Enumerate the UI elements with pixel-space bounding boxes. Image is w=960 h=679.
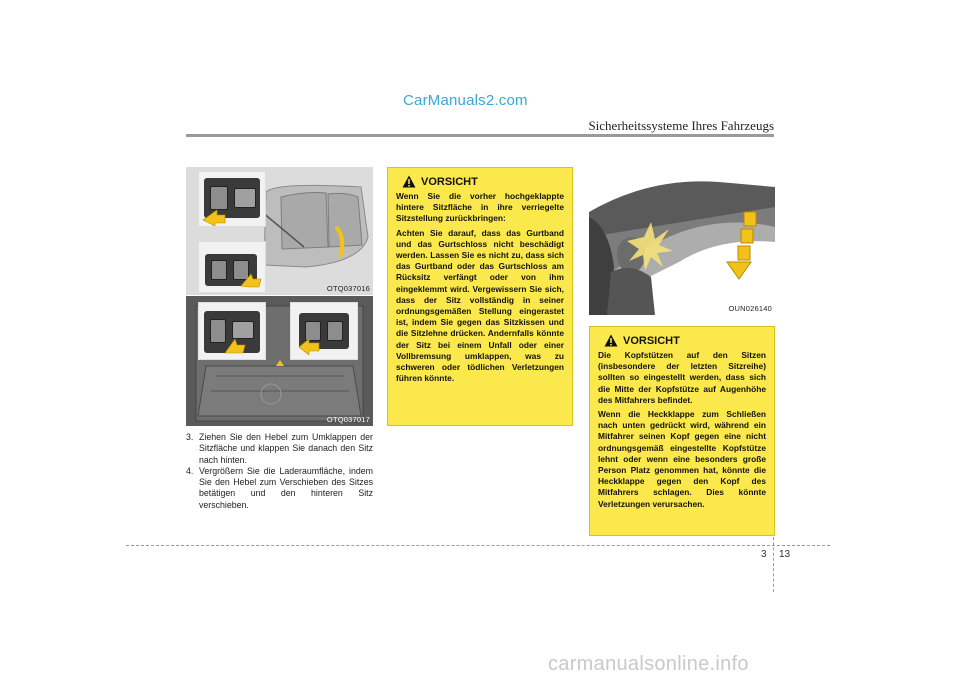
header-rule [186,134,774,137]
yellow-arrow-icon-2 [239,270,263,290]
step-4 [186,466,373,511]
step-text: Ziehen Sie den Hebel zum Umklappen der Sitzfläche und klappen Sie danach den Sitz nach hinten. [199,432,373,465]
caution-title: VORSICHT [623,334,680,347]
yellow-arrow-icon [201,206,227,226]
step-number: 4. [186,465,194,476]
caution-paragraph-1: Die Kopfstützen auf den Sitzen (insbesondere der letzten Sitzreihe) sollten so eingestellt werden, dass sich die Mitte der Kopfstütze auf Augenhöhe des Mitfahrers befindet. [598,350,766,405]
step-3 [186,432,373,466]
yellow-arrow-icon-4 [297,337,321,355]
caution-box-head-restraint [589,326,775,536]
watermark-top[interactable]: CarManuals2.com [403,92,528,109]
figure-seat-fold-lever [186,167,373,295]
footer-rule [126,545,830,546]
caution-title: VORSICHT [421,175,478,188]
figure-code-3: OUN026140 [728,304,772,313]
slide-lever-inset-left [198,302,266,360]
step-text: Vergrößern Sie die Laderaumfläche, indem Sie den Hebel zum Verschieben des Sitzes betätigen und den hinteren Sitz verschieben. [199,465,373,510]
caution-header [402,175,564,188]
fold-lever-inset-bottom [198,241,266,293]
caution-paragraph-1: Wenn Sie die vorher hochgeklappte hintere Sitzfläche in ihre verriegelte Sitzstellung zurückbringen: [396,191,564,224]
footer-divider [773,537,774,592]
caution-header [604,334,766,347]
slide-lever-inset-right [290,302,358,360]
section-title: Sicherheitssysteme Ihres Fahrzeugs [588,118,774,133]
slide-button-right-2 [327,321,343,341]
page-number: 13 [779,549,791,560]
lever-button-left-2 [211,260,227,280]
page-chapter: 3 [761,549,767,560]
warning-triangle-icon [402,175,416,188]
instruction-steps [186,432,373,511]
caution-box-seat [387,167,573,426]
watermark-bottom[interactable]: carmanualsonline.info [548,653,749,675]
caution-paragraph-2: Wenn die Heckklappe zum Schließen nach unten gedrückt wird, während ein Mitfahrer seinen Kopf gegen eine nicht ordnungsgemäß eingestellte Kopfstütze lehnt oder wenn eine besonders große Person Platz genommen hat, könnte die Heckklappe gegen den Kopf des Mitfahrers schlagen. Dies könnte Verletzungen verursachen. [598,409,766,509]
caution-paragraph-2: Achten Sie darauf, dass das Gurtband und das Gurtschloss nicht beschädigt werden. Lassen Sie es nicht zu, dass sich das Gurtband oder das Gurtschloss am Rücksitz verfängt oder von ihm eingeklemmt wird. Vergewissern Sie sich, dass der Sitz vollständig in seiner ordnungsgemäßen Stellung eingerastet ist, indem Sie gegen das Sitzkissen und die Sitzlehne drücken. Andernfalls könnte der Sitz bei einem Unfall oder einer Vollbremsung umklappen, was zu schweren oder tödlichen Verletzungen führen könnte. [396,227,564,384]
figure-code-2: OTQ037017 [326,415,370,424]
figure-code-1: OTQ037016 [326,284,370,293]
step-number: 3. [186,432,194,442]
figure-cargo-area [186,296,373,426]
yellow-arrow-icon-3 [221,335,247,357]
head-restraint-illustration [589,167,775,315]
lever-button-right [234,188,256,208]
figure-head-restraint [589,167,775,315]
warning-triangle-icon [604,334,618,347]
fold-lever-inset-top [198,171,266,227]
